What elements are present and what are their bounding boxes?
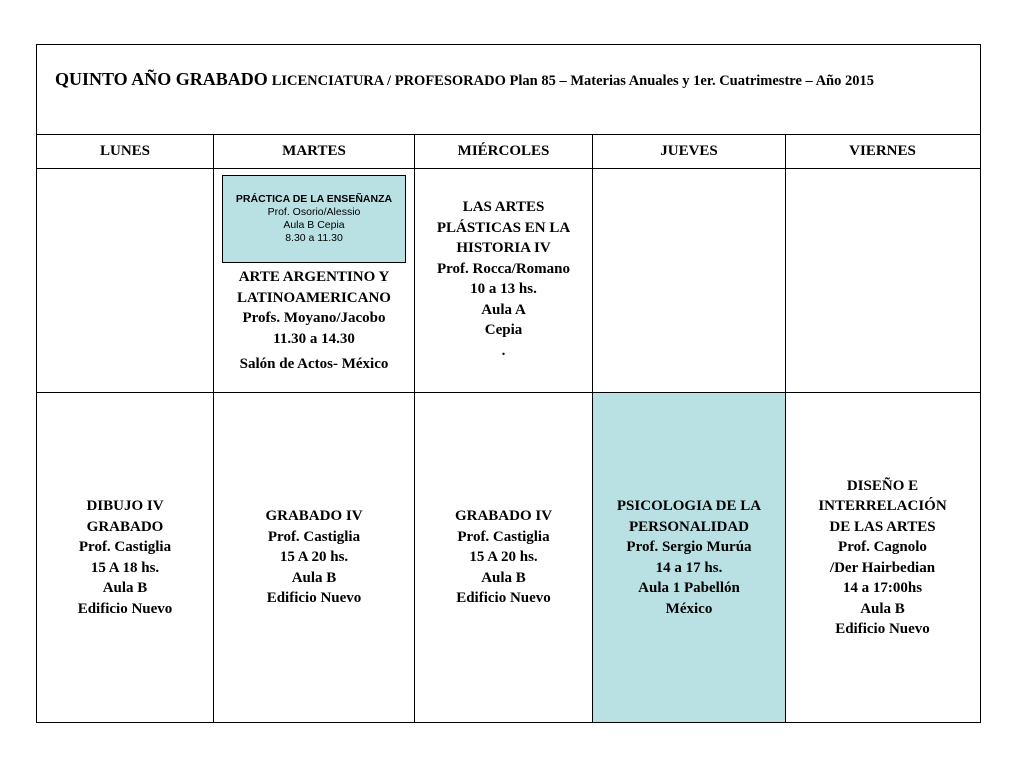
inset-time: 8.30 a 11.30 <box>285 232 343 244</box>
practica-ensenanza-box <box>222 175 406 263</box>
course-place: Salón de Actos- México <box>239 356 389 372</box>
course-arte-argentino: ARTE ARGENTINO Y LATINOAMERICANO Profs. Moyano/Jacobo 11.30 a 14.30 <box>237 269 391 347</box>
inset-room: Aula B Cepia <box>283 219 345 231</box>
title-row <box>37 45 980 135</box>
cell-viernes-afternoon: DISEÑO E INTERRELACIÓN DE LAS ARTES Prof. Cagnolo /Der Hairbedian 14 a 17:00hs Aula B Edificio Nuevo <box>818 477 947 637</box>
schedule-table <box>36 44 981 723</box>
cell-jueves-afternoon: PSICOLOGIA DE LA PERSONALIDAD Prof. Sergio Murúa 14 a 17 hs. Aula 1 Pabellón México <box>593 393 786 722</box>
day-header-miercoles: MIÉRCOLES <box>415 135 593 168</box>
title-main: QUINTO AÑO GRABADO <box>55 69 268 89</box>
cell-martes-morning <box>214 169 415 392</box>
cell-martes-afternoon: GRABADO IV Prof. Castiglia 15 A 20 hs. Aula B Edificio Nuevo <box>214 393 415 722</box>
cell-jueves-morning <box>593 169 786 392</box>
cell-lunes-morning <box>37 169 214 392</box>
page-title <box>55 69 874 90</box>
day-header-viernes: VIERNES <box>849 143 916 160</box>
day-header-martes: MARTES <box>214 135 415 168</box>
morning-row <box>37 169 980 393</box>
day-header-lunes: LUNES <box>37 135 214 168</box>
afternoon-row <box>37 393 980 722</box>
title-sub: LICENCIATURA / PROFESORADO Plan 85 – Materias Anuales y 1er. Cuatrimestre – Año 2015 <box>271 73 874 89</box>
day-header-jueves: JUEVES <box>593 135 786 168</box>
inset-title: PRÁCTICA DE LA ENSEÑANZA <box>235 193 393 205</box>
cell-miercoles-afternoon: GRABADO IV Prof. Castiglia 15 A 20 hs. Aula B Edificio Nuevo <box>415 393 593 722</box>
cell-lunes-afternoon: DIBUJO IV GRABADO Prof. Castiglia 15 A 18 hs. Aula B Edificio Nuevo <box>37 393 214 722</box>
martes-morning-course <box>214 267 414 375</box>
cell-miercoles-morning: LAS ARTES PLÁSTICAS EN LA HISTORIA IV Prof. Rocca/Romano 10 a 13 hs. Aula A Cepia . <box>415 169 593 392</box>
cell-viernes-morning <box>786 169 979 392</box>
day-header-row <box>37 135 980 169</box>
inset-professor: Prof. Osorio/Alessio <box>267 206 361 218</box>
